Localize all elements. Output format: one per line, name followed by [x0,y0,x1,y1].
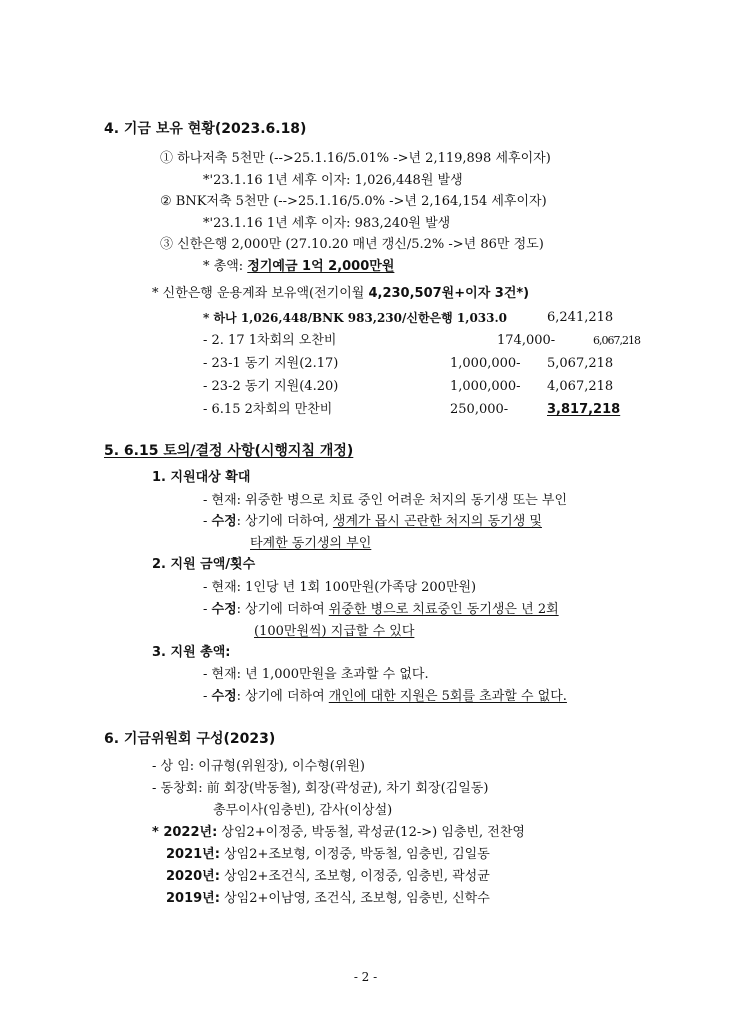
item-shinhan: ③ 신한은행 2,000만 (27.10.20 매년 갱신/5.2% ->년 86만 정도) [160,237,544,252]
history-row [166,891,490,907]
s1-mod-label: 수정 [211,514,237,529]
history-year: 2019년: [166,891,220,906]
ledger-row-balance: 6,067,218 [593,334,640,347]
history-text: 상임2+조건식, 조보형, 이정중, 임충빈, 곽성균 [219,869,490,884]
shinhan-account-line [152,286,529,302]
section6-title: 6. 기금위원회 구성(2023) [104,731,276,747]
s1-modified: - 수정: 상기에 더하여, 생계가 몹시 곤란한 처지의 동기생 및 [203,514,542,529]
section4-title: 4. 기금 보유 현황(2023.6.18) [104,121,307,137]
ledger-row-desc: * 하나 1,026,448/BNK 983,230/신한은행 1,033.0 [203,311,508,325]
s3-mod-prefix: : 상기에 더하여 [236,689,329,704]
s1-title: 1. 지원대상 확대 [152,470,251,485]
s2-current: - 현재: 1인당 년 1회 100만원(가족당 200만원) [203,580,477,595]
ledger-row-balance: 4,067,218 [547,379,614,394]
s2-modified: - 수정: 상기에 더하여 위중한 병으로 치료중인 동기생은 년 2회 [203,602,559,617]
history-year: 2021년: [166,847,220,862]
s1-current: - 현재: 위중한 병으로 치료 중인 어려운 처지의 동기생 또는 부인 [203,493,568,508]
ledger-row-amount: 1,000,000- [450,379,521,394]
s2-mod-label: 수정 [211,602,237,617]
ledger-row-desc: - 23-1 동기 지원(2.17) [203,356,339,371]
committee-alumni-cont: 총무이사(임충빈), 감사(이상설) [213,803,393,818]
s3-title: 3. 지원 총액: [152,645,231,660]
ledger-row-desc: - 23-2 동기 지원(4.20) [203,379,339,394]
s3-mod-underlined: 개인에 대한 지원은 5회를 초과할 수 없다. [328,689,567,704]
history-year: 2020년: [166,869,220,884]
s2-title: 2. 지원 금액/횟수 [152,557,256,572]
ledger-row-desc: - 6.15 2차회의 만찬비 [203,402,333,417]
item-hana-note: *'23.1.16 1년 세후 이자: 1,026,448원 발생 [203,173,463,188]
history-text: 상임2+이정중, 박동철, 곽성균(12->) 임충빈, 전찬영 [217,825,525,840]
history-row [166,847,490,863]
shinhan-prefix: * 신한은행 운용계좌 보유액(전기이월 [152,286,369,301]
s1-mod-prefix: : 상기에 더하여, [236,514,333,529]
section5-title: 5. 6.15 토의/결정 사항(시행지침 개정) [104,443,354,459]
history-text: 상임2+조보형, 이정중, 박동철, 임충빈, 김일동 [219,847,490,862]
s2-mod-underlined: 위중한 병으로 치료중인 동기생은 년 2회 [328,602,559,617]
ledger-row-balance: 6,241,218 [547,310,614,325]
ledger-row-balance: 5,067,218 [547,356,614,371]
total-value: 정기예금 1억 2,000만원 [247,259,395,274]
shinhan-bold: 4,230,507원+이자 3건*) [368,286,530,301]
item-bnk-note: *'23.1.16 1년 세후 이자: 983,240원 발생 [203,216,451,231]
history-text: 상임2+이남영, 조건식, 조보형, 임충빈, 신학수 [219,891,490,906]
s3-mod-label: 수정 [211,689,237,704]
item-bnk: ② BNK저축 5천만 (-->25.1.16/5.0% ->년 2,164,154 세후이자) [160,194,547,209]
total-line [203,259,394,275]
item-hana: ① 하나저축 5천만 (-->25.1.16/5.01% ->년 2,119,898 세후이자) [160,151,551,166]
committee-standing: - 상 임: 이규형(위원장), 이수형(위원) [152,759,365,774]
page-number: - 2 - [353,970,378,984]
ledger-final-balance: 3,817,218 [547,402,621,417]
committee-alumni: - 동창회: 前 회장(박동철), 회장(곽성균), 차기 회장(김일동) [152,781,489,796]
s2-mod-underlined-cont: (100만원씩) 지급할 수 있다 [254,624,415,639]
s1-mod-underlined-cont: 타계한 동기생의 부인 [250,536,372,551]
ledger-row-amount: 1,000,000- [450,356,521,371]
history-year: * 2022년: [152,825,218,840]
history-row [166,869,490,885]
history-row [152,825,525,841]
total-prefix: * 총액: [203,259,248,274]
ledger-row-amount: 174,000- [497,333,556,348]
s1-mod-underlined: 생계가 몹시 곤란한 처지의 동기생 및 [332,514,542,529]
s3-current: - 현재: 년 1,000만원을 초과할 수 없다. [203,667,429,682]
ledger-row-amount: 250,000- [450,402,509,417]
s2-mod-prefix: : 상기에 더하여 [236,602,329,617]
s3-modified: - 수정: 상기에 더하여 개인에 대한 지원은 5회를 초과할 수 없다. [203,689,567,704]
ledger-row-desc: - 2. 17 1차회의 오찬비 [203,333,337,348]
